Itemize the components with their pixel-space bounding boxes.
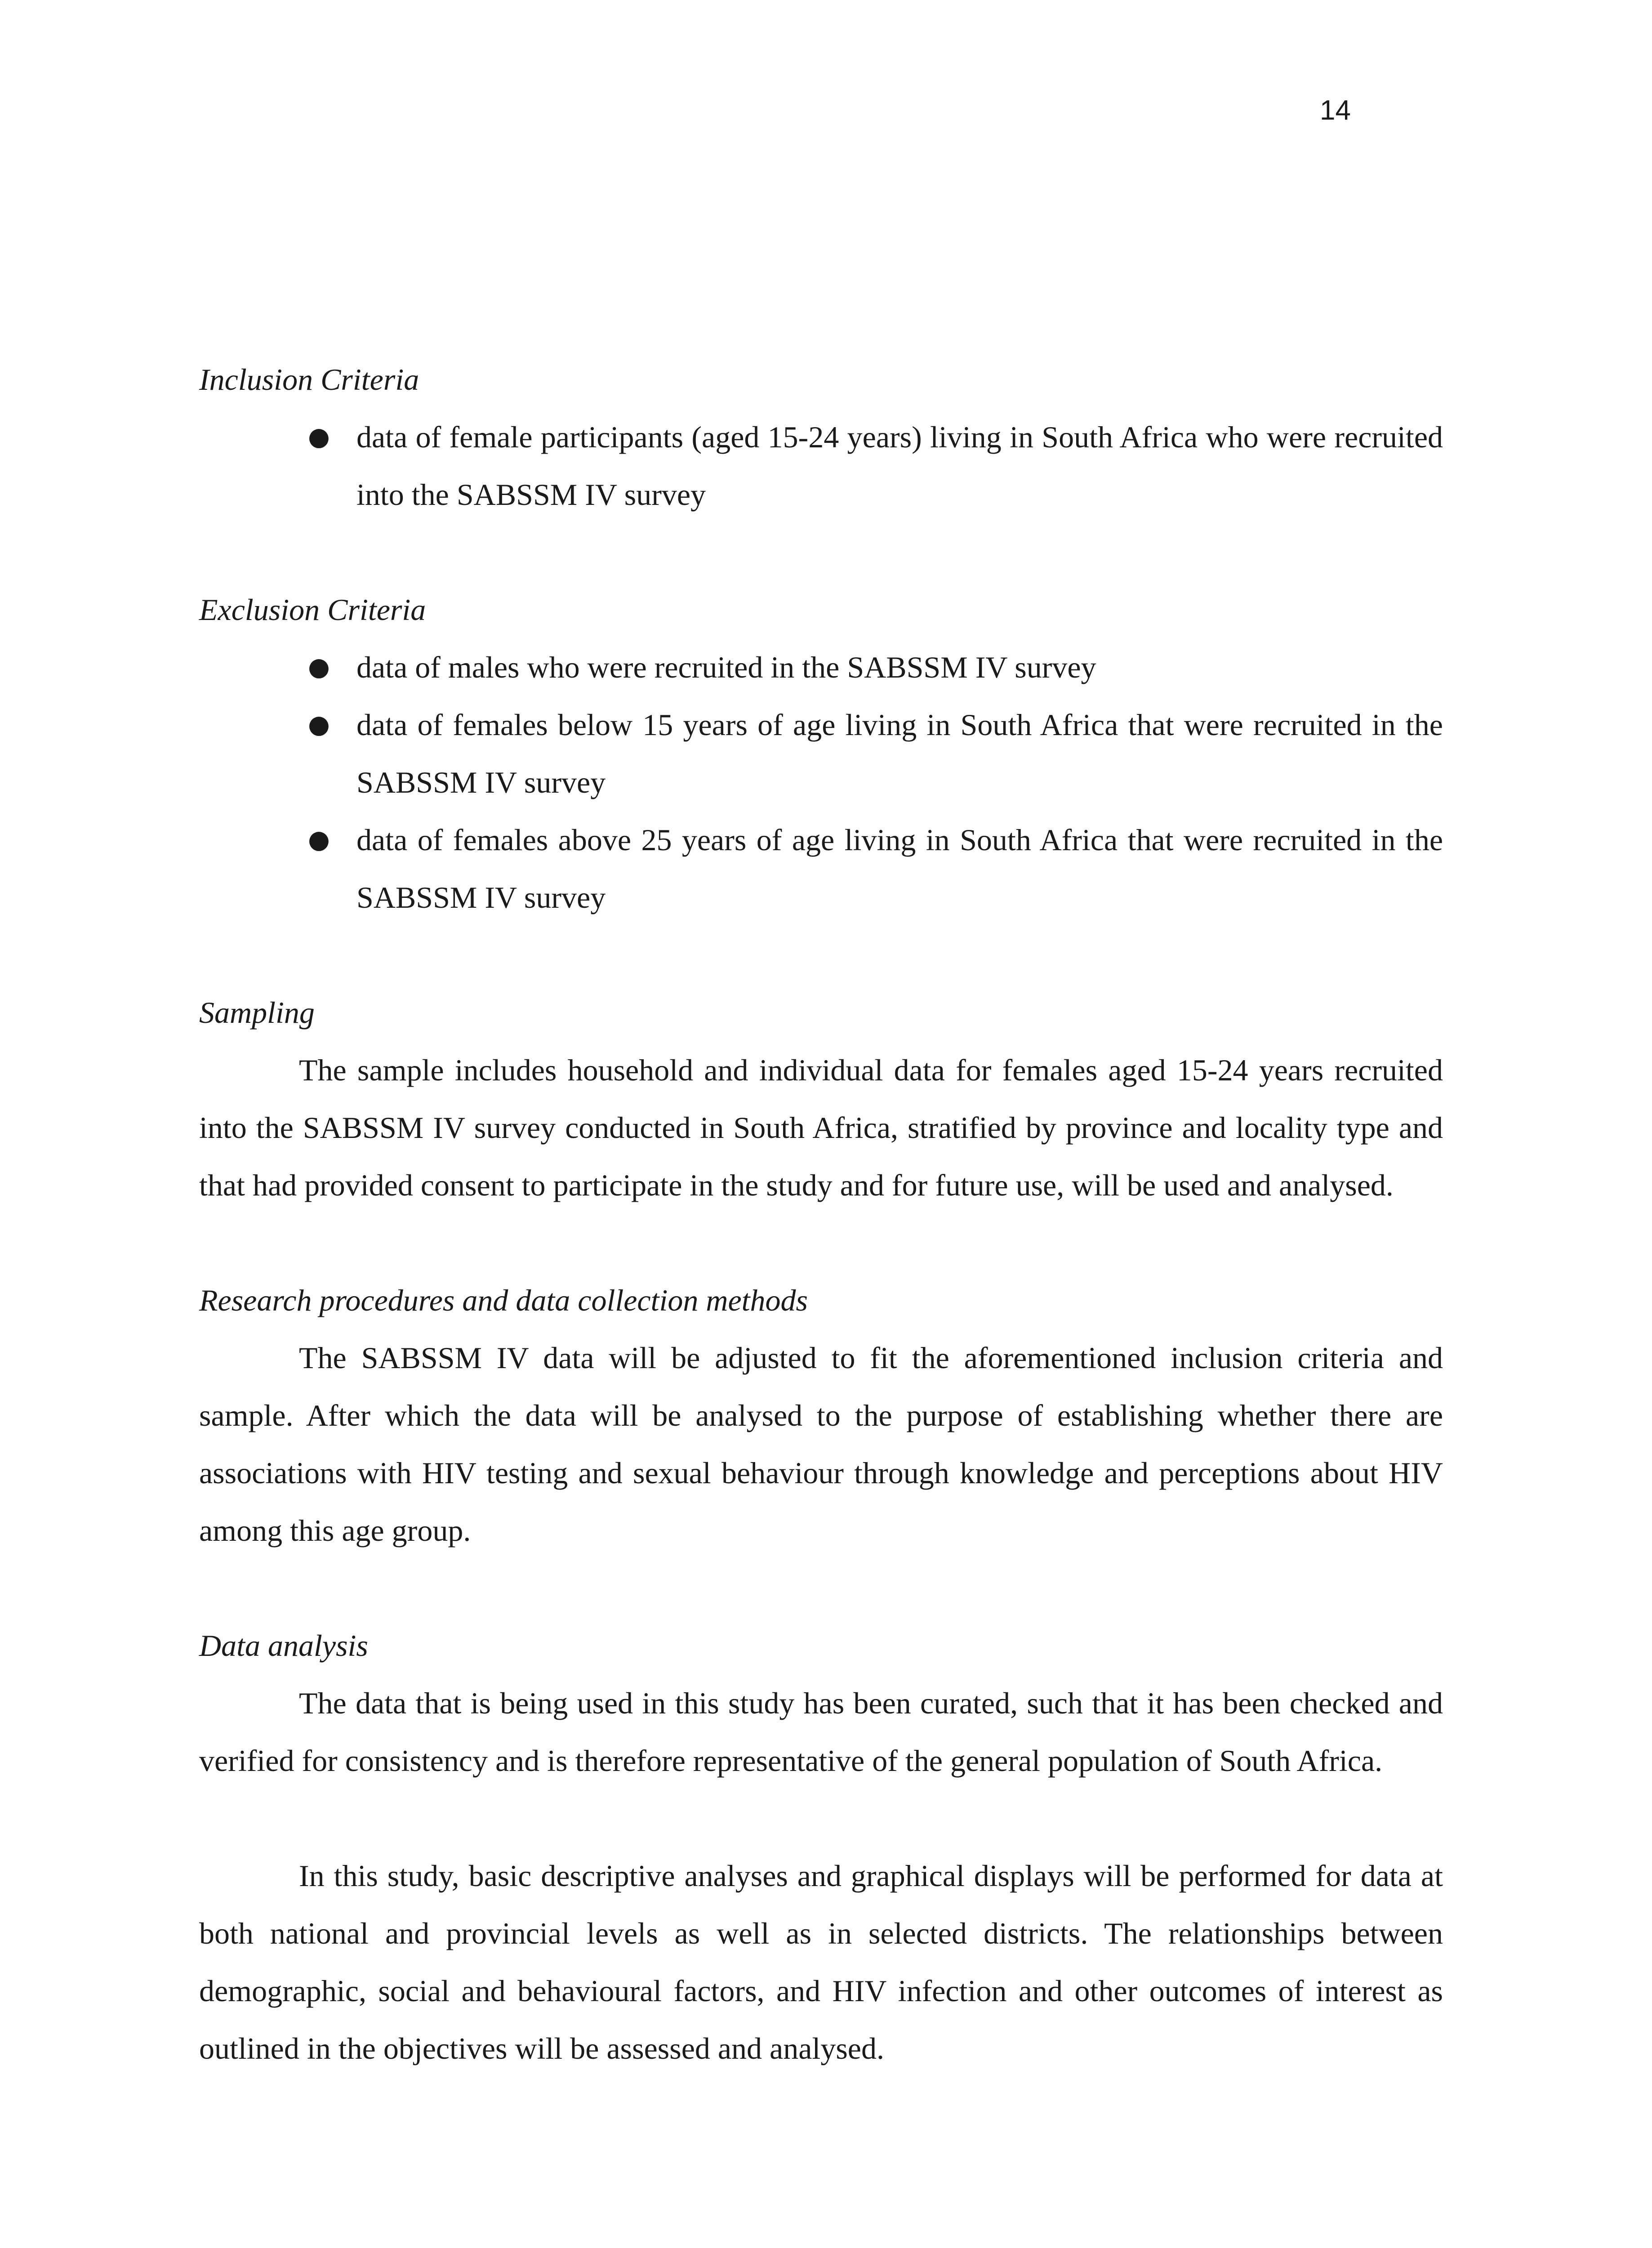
- section-data-analysis: [199, 1617, 1443, 2077]
- bullet-icon: ●: [308, 710, 330, 739]
- bullet-icon: ●: [308, 652, 330, 682]
- section-heading: Sampling: [199, 995, 315, 1030]
- section-inclusion-criteria: [199, 351, 1443, 523]
- paragraph: The data that is being used in this study has been curated, such that it has been checked and verified for consistency and is therefore representative of the general population of South Africa.: [199, 1686, 1443, 1778]
- section-sampling: [199, 984, 1443, 1214]
- section-exclusion-criteria: [199, 581, 1443, 926]
- list-item-text: data of females above 25 years of age living in South Africa that were recruited in the SABSSM IV survey: [356, 823, 1443, 914]
- list-item: [199, 638, 1443, 696]
- section-heading: Inclusion Criteria: [199, 362, 419, 397]
- paragraph: The SABSSM IV data will be adjusted to fit the aforementioned inclusion criteria and sample. After which the data will be analysed to the purpose of establishing whether there are associations with HIV testing and sexual behaviour through knowledge and perceptions about HIV among this age group.: [199, 1341, 1443, 1548]
- section-heading: Research procedures and data collection methods: [199, 1283, 808, 1317]
- section-research-procedures: [199, 1271, 1443, 1559]
- page-number: 14: [1320, 95, 1351, 126]
- list-item-text: data of female participants (aged 15-24 years) living in South Africa who were recruited into the SABSSM IV survey: [356, 420, 1443, 512]
- bullet-icon: ●: [308, 825, 330, 854]
- paragraph: The sample includes household and individual data for females aged 15-24 years recruited into the SABSSM IV survey conducted in South Africa, stratified by province and locality type and that had provided consent to participate in the study and for future use, will be used and analysed.: [199, 1053, 1443, 1202]
- list-item: [199, 696, 1443, 811]
- list-item-text: data of males who were recruited in the SABSSM IV survey: [356, 650, 1096, 684]
- paragraph: In this study, basic descriptive analyses and graphical displays will be performed for data at both national and provincial levels as well as in selected districts. The relationships between demographic, social and behavioural factors, and HIV infection and other outcomes of interest as outlined in the objectives will be assessed and analysed.: [199, 1859, 1443, 2065]
- section-heading: Data analysis: [199, 1628, 368, 1663]
- bullet-icon: ●: [308, 422, 330, 451]
- list-item: [199, 811, 1443, 926]
- list-item-text: data of females below 15 years of age living in South Africa that were recruited in the SABSSM IV survey: [356, 708, 1443, 799]
- list-item: [199, 408, 1443, 523]
- document-body: [199, 351, 1443, 2077]
- exclusion-list: [199, 638, 1443, 926]
- section-heading: Exclusion Criteria: [199, 593, 426, 627]
- inclusion-list: [199, 408, 1443, 523]
